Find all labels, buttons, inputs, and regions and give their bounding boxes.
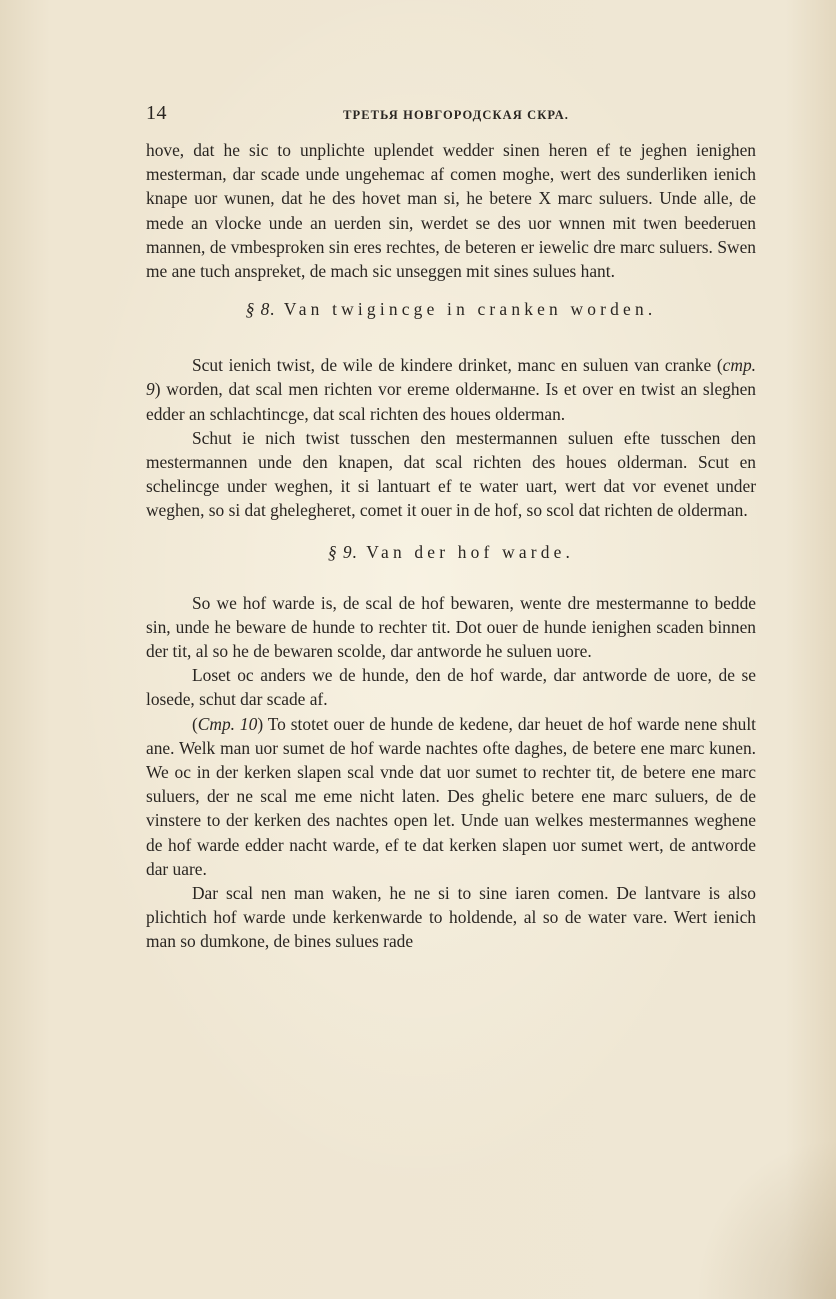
section-number: § 8. — [245, 299, 276, 320]
paragraph — [146, 353, 756, 426]
section-title: Van der hof warde. — [366, 541, 575, 562]
paragraph: Loset oc anders we de hunde, den de hof warde, dar antworde de uore, de se losede, schut dar scade af. — [146, 665, 756, 710]
paragraph: Dar scal nen man waken, he ne si to sine iaren comen. De lantvare is also plichtich hof warde unde kerkenwarde to holdende, al so de water vare. Wert ienich man so dumkone, de bines sulues rade — [146, 883, 756, 952]
paragraph: Schut ie nich twist tusschen den mestermannen suluen efte tusschen den mestermannen unde den knapen, dat scal richten des houes olderman. Scut en schelincge under weghen, it si lantuart ef te water uart, wert dat vor evenet under weghen, so si dat ghelegheret, comet it ouer in de hof, so scol dat richten de olderman. — [146, 427, 756, 521]
section-number: § 9. — [327, 541, 358, 562]
paragraph-text: ) worden, dat scal men richten vor ereme olderманne. Is et over en twist an sleghen edder an schlachtincge, dat scal richten des houes olderman. — [146, 379, 756, 424]
section-title: Van twigincge in cranken worden. — [283, 299, 657, 320]
section-heading-8 — [146, 289, 756, 353]
cross-reference: Cmp. 10 — [197, 713, 258, 734]
cross-reference: cmp. 9 — [146, 355, 756, 400]
page-body — [146, 138, 756, 954]
paper-stain — [696, 1139, 836, 1299]
page-number: 14 — [146, 102, 167, 124]
paragraph: (Cmp. 10) To stotet ouer de hunde de kedene, dar heuet de hof warde nene shult ane. Welk man uor sumet de hof warde nachtes ofte daghes, de betere ene marc kunen. We oc in der kerken slapen scal vnde dat uor sumet to rechter tit, de betere ene marc suluers, der ne scal me eme nicht laten. Des ghelic betere ene marc suluers, de de vinstere to der kerken des nachtes open let. Unde uan welkes mestermannes weghene de hof warde edder nacht warde, ef te dat kerken slapen uor sumet wert, de antworde dar uare. — [146, 713, 756, 879]
paragraph-text: Scut ienich twist, de wile de kindere drinket, manc en suluen van cranke ( — [192, 355, 723, 376]
page-header — [146, 102, 756, 128]
section-heading-9 — [146, 529, 756, 591]
running-title: ТРЕТЬЯ НОВГОРОДСКАЯ СКРА. — [343, 108, 569, 122]
paragraph: So we hof warde is, de scal de hof bewaren, wente dre mestermanne to bedde sin, unde he beware de hunde to rechter tit. Dot ouer de hunde ienighen scaden binnen der tit, al so he de bewaren scolde, dar antworde he suluen uore. — [146, 592, 756, 662]
paragraph-text: To stotet ouer de hunde de kedene, dar heuet de hof warde nene shult ane. Welk man uor sumet de hof warde nachtes ofte daghes, de betere ene marc kunen. We oc in der kerken slapen scal vnde dat uor sumet to rechter tit, de betere ene marc suluers, der ne scal me eme nicht laten. Des ghelic betere ene marc suluers, de de vinstere to der kerken des nachtes open let. Unde uan welkes mestermannes weghene de hof warde edder nacht warde, ef te dat kerken slapen uor sumet wert, de antworde dar uare. — [146, 713, 756, 879]
paragraph-continued: hove, dat he sic to unplichte uplendet wedder sinen heren ef te jeghen ienighen mesterman, dar scade unde ungehemac af comen moghe, wert des sunderliken ienich knape uor wunen, dat he des hovet man si, he betere X marc suluers. Unde alle, de mede an vlocke unde an uerden sin, werdet se des uor wnnen mit twen beederuen mannen, de vmbesproken sin eres rechtes, de beteren er iewelic dre marc suluers. Swen me ane tuch anspreket, de mach sic unseggen mit sines sulues hant. — [146, 140, 756, 282]
